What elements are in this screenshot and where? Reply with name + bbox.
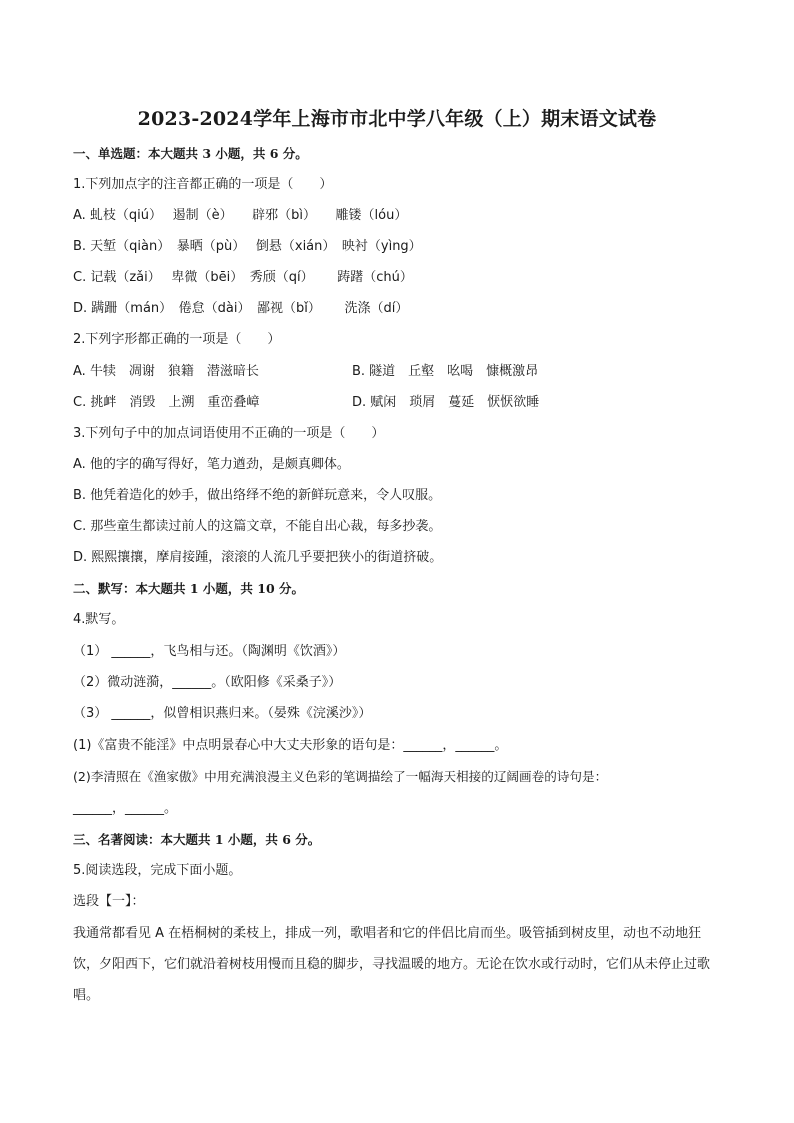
q1-stem: 1.下列加点字的注音都正确的一项是（ ） — [73, 177, 333, 192]
q3-option-c: C. 那些童生都读过前人的这篇文章，不能自出心裁，每多抄袭。 — [73, 519, 442, 534]
q4-line-3: （3） ______，似曾相识燕归来。（晏殊《浣溪沙》） — [73, 706, 372, 721]
q3-option-b: B. 他凭着造化的妙手，做出络绎不绝的新鲜玩意来，令人叹服。 — [73, 488, 442, 503]
exam-title: 2023-2024学年上海市市北中学八年级（上）期末语文试卷 — [137, 108, 657, 130]
q1-option-a: A. 虬枝（qiú） 遏制（è） 辟邪（bì） 雕镂（lóu） — [73, 208, 408, 223]
q5-stem: 5.阅读选段，完成下面小题。 — [73, 863, 242, 878]
q2-stem: 2.下列字形都正确的一项是（ ） — [73, 332, 281, 347]
q3-option-a: A. 他的字的确写得好，笔力遒劲，是颇真卿体。 — [73, 457, 350, 472]
q1-option-b: B. 天堑（qiàn） 暴晒（pù） 倒悬（xián） 映衬（yìng） — [73, 239, 422, 254]
q1-option-c: C. 记载（zǎi） 卑微（bēi） 秀颀（qí） 踌躇（chú） — [73, 270, 413, 285]
q4-line-6: ______，______。 — [73, 801, 178, 816]
q1-option-d: D. 蹒跚（mán） 倦怠（dài） 鄙视（bǐ） 洗涤（dí） — [73, 301, 409, 316]
q2-option-a: A. 牛犊 凋谢 狼籍 潜滋暗长 — [73, 364, 259, 379]
q4-line-5: (2)李清照在《渔家傲》中用充满浪漫主义色彩的笔调描绘了一幅海天相接的辽阔画卷的诗句是： — [73, 769, 608, 784]
q4-line-4: (1)《富贵不能淫》中点明景春心中大丈夫形象的语句是：______，______。 — [73, 738, 508, 753]
q2-option-c: C. 挑衅 消毁 上溯 重峦叠嶂 — [73, 395, 260, 410]
q4-line-1: （1） ______，飞鸟相与还。（陶渊明《饮酒》） — [73, 644, 346, 659]
section-1-heading: 一、单选题：本大题共 3 小题，共 6 分。 — [73, 146, 308, 161]
q3-stem: 3.下列句子中的加点词语使用不正确的一项是（ ） — [73, 426, 385, 441]
q5-excerpt-paragraph: 我通常都看见 A 在梧桐树的柔枝上，排成一列，歌唱者和它的伴侣比肩而坐。吸管插到树皮里，动也不动地狂饮，夕阳西下，它们就沿着树枝用慢而且稳的脚步，寻找温暖的地方。无论在饮水或行动时，它们从未停止过歌唱。 — [73, 926, 711, 1003]
section-3-heading: 三、名著阅读：本大题共 1 小题，共 6 分。 — [73, 832, 321, 847]
section-2-heading: 二、默写：本大题共 1 小题，共 10 分。 — [73, 581, 305, 596]
q4-line-2: （2）微动涟漪，______。（欧阳修《采桑子》） — [73, 675, 342, 690]
q2-option-d: D. 赋闲 琐屑 蔓延 恹恹欲睡 — [352, 395, 540, 410]
q2-option-b: B. 隧道 丘壑 吆喝 慷概激昂 — [352, 364, 539, 379]
q3-option-d: D. 熙熙攘攘，摩肩接踵，滚滚的人流几乎要把狭小的街道挤破。 — [73, 550, 443, 565]
q5-excerpt-label: 选段【一】： — [73, 894, 145, 909]
q4-stem: 4.默写。 — [73, 612, 125, 627]
